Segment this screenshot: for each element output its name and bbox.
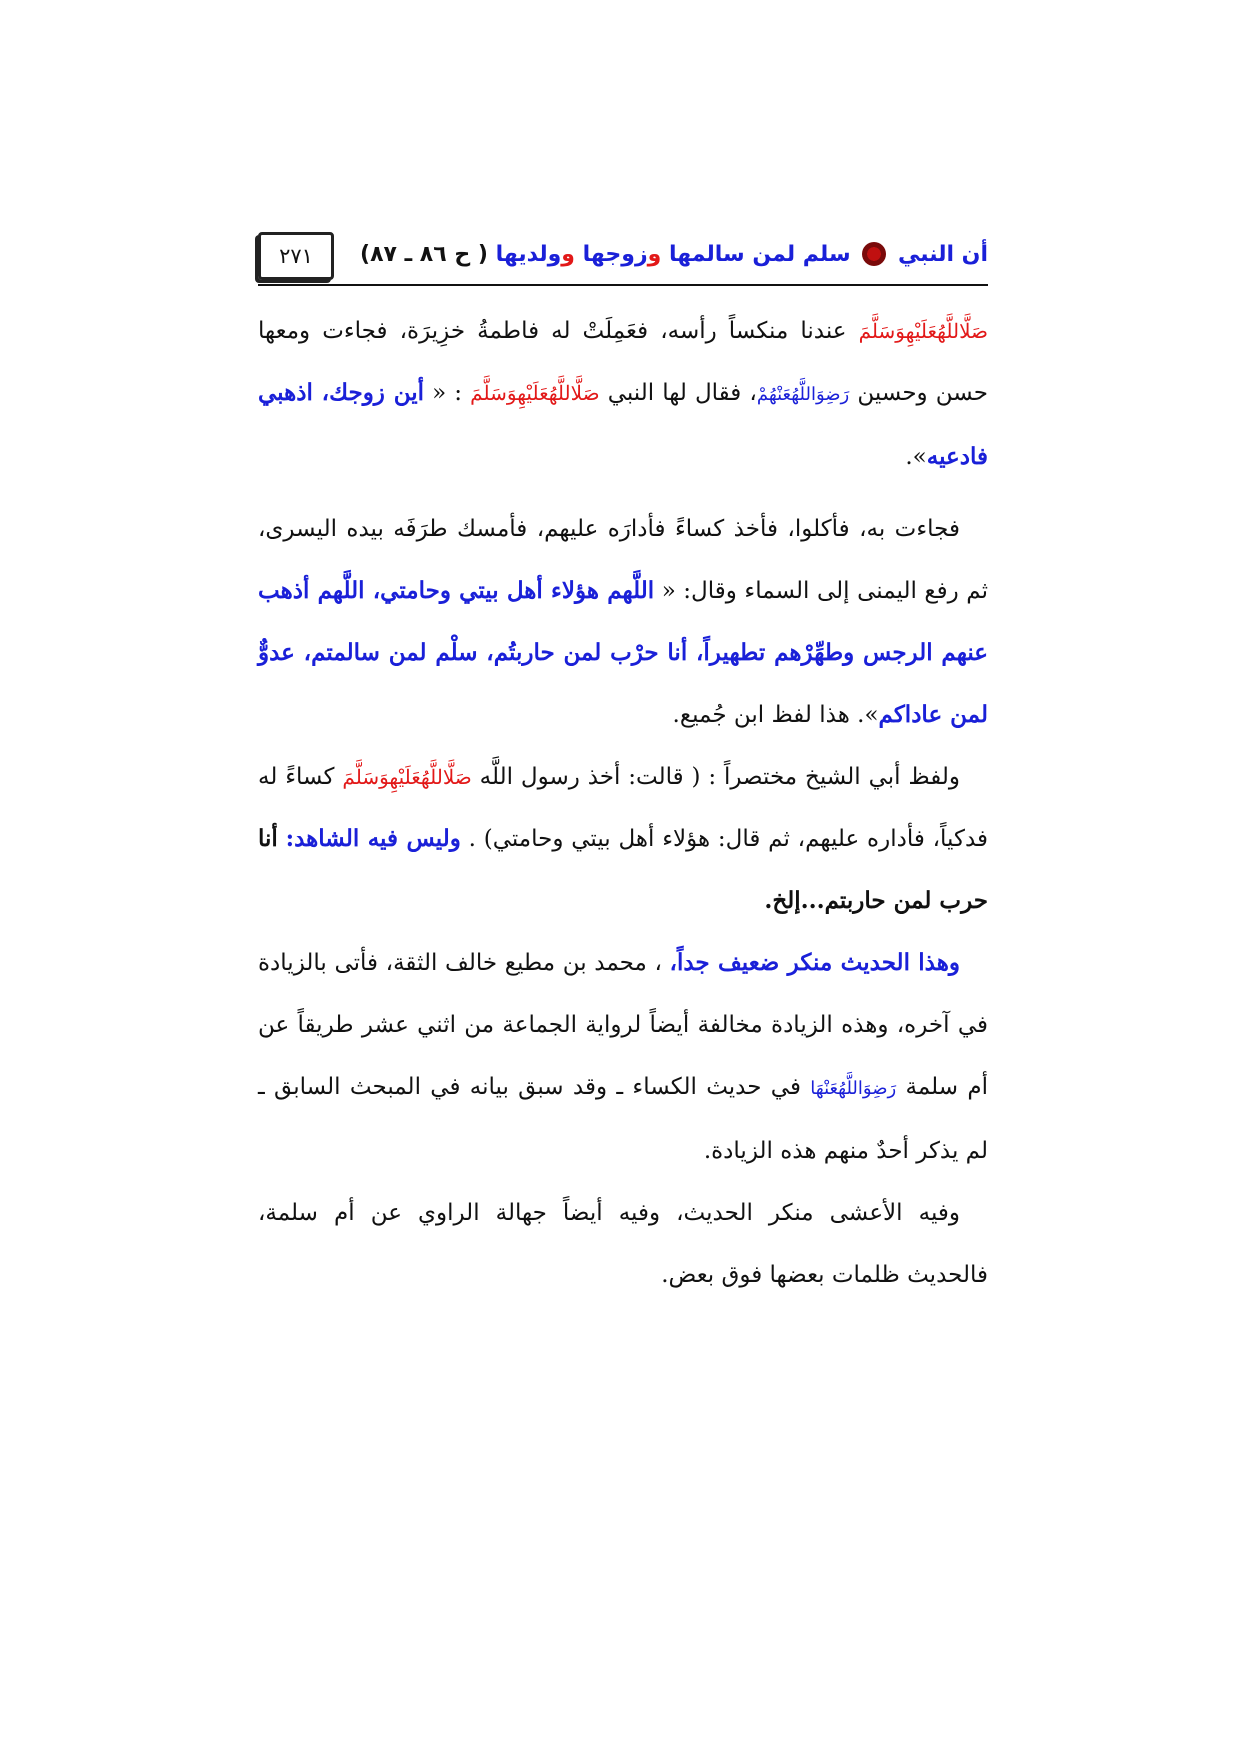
text-run: في حديث الكساء ـ وقد سبق بيانه في المبحث السابق ـ لم يذكر أحدٌ منهم هذه الزيادة. [258, 1074, 988, 1164]
highlight-no-witness: وليس فيه الشاهد: [285, 825, 461, 852]
page-number [258, 232, 334, 280]
page-number-text: ٢٧١ [279, 244, 313, 268]
text-run: ، محمد بن مطيع خالف الثقة، فأتى بالزيادة في آخره، وهذه الزيادة مخالفة أيضاً لرواية الجماعة من اثني عشر طريقاً عن أم سلمة [258, 950, 988, 1100]
grading-statement: وهذا الحديث منكر ضعيف جداً، [669, 949, 960, 976]
header-title-conjunction: و [647, 242, 662, 267]
honorific-radiya-anhum: رَضِوَاللَّهُعَنْهُمْ [756, 384, 850, 405]
main-text [258, 300, 988, 1306]
paragraph-4 [258, 932, 988, 1182]
honorific-salla: صَلَّاللَّهُعَلَيْهِوَسَلَّمَ [858, 319, 988, 343]
text-run: ». [905, 444, 927, 470]
honorific-salla: صَلَّاللَّهُعَلَيْهِوَسَلَّمَ [342, 765, 472, 789]
header-title-conjunction: و [561, 242, 575, 267]
hadith-quote: أين زوجك، اذهبي فادعيه [258, 379, 988, 470]
hadith-quote: اللَّهم هؤلاء أهل بيتي وحامتي، اللَّهم أذهب عنهم الرجس وطهِّرْهم تطهيراً، أنا حرْب لمن حاربتُم، سلْم لمن سالمتم، عدوٌّ لمن عاداكم [258, 577, 988, 728]
honorific-seal-icon [862, 242, 886, 266]
header-title [360, 242, 988, 267]
header-title-part: أن النبي [898, 242, 988, 267]
text-run: كساءً له فدكياً، فأداره عليهم، ثم قال: هؤلاء أهل بيتي وحامتي) . [258, 764, 989, 852]
running-header [258, 232, 988, 288]
text-run: ». هذا لفظ ابن جُميع. [672, 702, 879, 728]
paragraph-2 [258, 498, 988, 746]
text-run: عندنا منكساً رأسه، فعَمِلَتْ له فاطمةُ خزِيرَة، فجاءت ومعها حسن وحسين [258, 318, 989, 406]
highlight-bold: أنا حرب لمن حاربتم...إلخ. [258, 825, 988, 914]
header-title-part: سلم لمن سالمها [668, 242, 851, 267]
paragraph-3 [258, 746, 988, 932]
text-run: ولفظ أبي الشيخ مختصراً : ( قالت: أخذ رسول اللَّه [479, 764, 960, 790]
header-divider [258, 284, 988, 286]
paragraph-1 [258, 300, 988, 488]
text-run: : « [432, 380, 463, 406]
text-run: ، فقال لها النبي [607, 380, 757, 406]
text-run: وفيه الأعشى منكر الحديث، وفيه أيضاً جهالة الراوي عن أم سلمة، فالحديث ظلمات بعضها فوق بعض. [258, 1200, 988, 1288]
header-title-part: ولديها [495, 242, 562, 267]
text-run: فجاءت به، فأكلوا، فأخذ كساءً فأدارَه عليهم، فأمسك طرَفَه بيده اليسرى، ثم رفع اليمنى إلى السماء وقال: « [258, 516, 988, 604]
header-title-part: زوجها [582, 242, 648, 267]
honorific-radiya-anha: رَضِوَاللَّهُعَنْهَا [810, 1078, 897, 1099]
header-hadith-range: ( ح ٨٦ ـ ٨٧) [360, 242, 488, 267]
honorific-salla: صَلَّاللَّهُعَلَيْهِوَسَلَّمَ [470, 381, 600, 405]
paragraph-5 [258, 1182, 988, 1306]
